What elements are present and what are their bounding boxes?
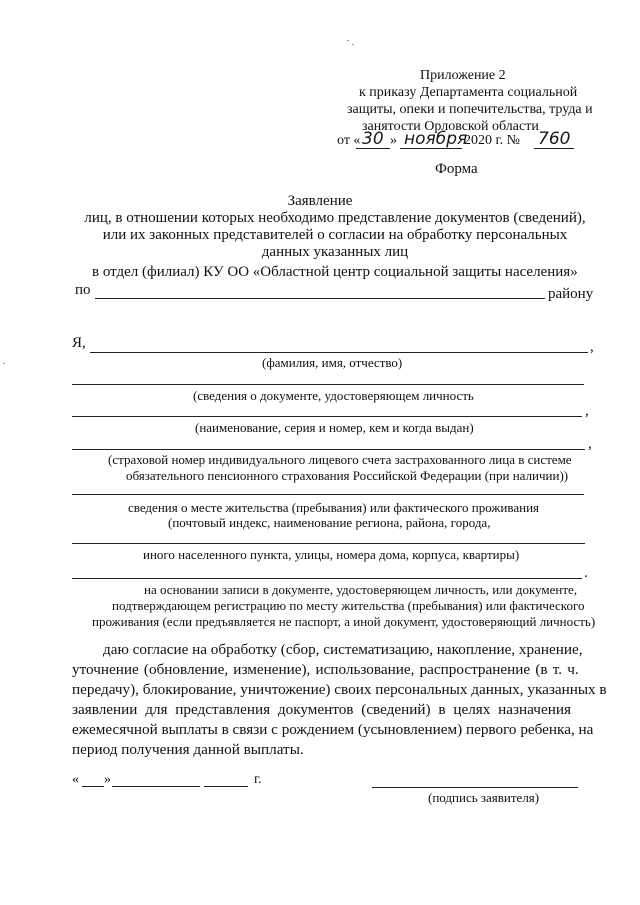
- doc-field[interactable]: [72, 384, 584, 385]
- form-label: Форма: [435, 161, 478, 177]
- title-line-3: данных указанных лиц: [261, 244, 409, 260]
- snils-comma: ,: [588, 436, 592, 452]
- order-number-underline: [534, 148, 574, 149]
- statement-title: Заявление: [287, 193, 353, 209]
- footer-year-suffix: г.: [254, 772, 262, 787]
- footer-day-field[interactable]: [82, 786, 104, 787]
- consent-line-5: ежемесячной выплаты в связи с рождением (усыновлением) первого ребенка, на: [72, 721, 594, 738]
- residence-caption-line-2: (почтовый индекс, наименование региона, района, города,: [168, 515, 491, 530]
- order-date-month: ноября: [404, 129, 468, 149]
- doc-details-field[interactable]: [72, 416, 582, 417]
- order-date-year: 2020 г. №: [464, 133, 521, 148]
- basis-caption-line-3: проживания (если предъявляется не паспорт, а иной документ, удостоверяющий личность): [92, 614, 596, 629]
- residence-field[interactable]: [72, 494, 584, 495]
- district-field[interactable]: [95, 298, 545, 299]
- doc-caption: (сведения о документе, удостоверяющем личность: [193, 388, 474, 403]
- appendix-title: Приложение 2: [420, 68, 506, 83]
- snils-field[interactable]: [72, 449, 585, 450]
- residence-caption-line-3: иного населенного пункта, улицы, номера дома, корпуса, квартиры): [143, 547, 520, 562]
- footer-year-field[interactable]: [204, 786, 248, 787]
- footer-date-open: «: [72, 772, 79, 787]
- footer-date-close: »: [104, 772, 111, 787]
- fio-comma: ,: [590, 339, 594, 355]
- order-date-prefix: от «: [337, 133, 361, 148]
- consent-line-1: даю согласие на обработку (сбор, систематизацию, накопление, хранение,: [103, 641, 583, 658]
- residence-caption-line-1: сведения о месте жительства (пребывания) или фактического проживания: [128, 500, 540, 515]
- doc-details-caption: (наименование, серия и номер, кем и когда выдан): [195, 420, 474, 435]
- order-month-underline: [400, 148, 462, 149]
- consent-line-2: уточнение (обновление, изменение), использование, распространение (в т. ч.: [72, 661, 579, 678]
- order-date-day: 30: [362, 129, 384, 149]
- footer-month-field[interactable]: [112, 786, 200, 787]
- header-line-2: защиты, опеки и попечительства, труда и: [347, 102, 593, 117]
- header-line-1: к приказу Департамента социальной: [359, 85, 578, 100]
- basis-caption-line-2: подтверждающем регистрацию по месту жительства (пребывания) или фактического: [112, 598, 585, 613]
- fio-field[interactable]: [90, 352, 588, 353]
- basis-period: .: [584, 565, 588, 581]
- consent-line-4: заявлении для представления документов (сведений) в целях назначения: [72, 701, 571, 718]
- consent-line-3: передачу), блокирование, уничтожение) своих персональных данных, указанных в: [72, 681, 607, 698]
- scan-speck: [347, 40, 349, 41]
- doc-details-comma: ,: [585, 403, 589, 419]
- title-line-1: лиц, в отношении которых необходимо представление документов (сведений),: [84, 210, 586, 226]
- scan-speck: [3, 363, 5, 364]
- district-prefix: по: [75, 282, 91, 298]
- order-day-underline: [356, 148, 390, 149]
- ya-label: Я,: [72, 335, 86, 351]
- title-line-2: или их законных представителей о согласии на обработку персональных: [102, 227, 568, 243]
- scan-speck: [352, 44, 354, 45]
- basis-caption-line-1: на основании записи в документе, удостоверяющем личность, или документе,: [144, 582, 578, 597]
- snils-caption-line-2: обязательного пенсионного страхования Российской Федерации (при наличии)): [126, 468, 569, 483]
- basis-field[interactable]: [72, 578, 582, 579]
- fio-caption: (фамилия, имя, отчество): [262, 355, 403, 370]
- snils-caption-line-1: (страховой номер индивидуального лицевого счета застрахованного лица в системе: [108, 452, 572, 467]
- consent-line-6: период получения данной выплаты.: [72, 741, 304, 758]
- signature-caption: (подпись заявителя): [428, 790, 540, 805]
- header-line-3: занятости Орловской области: [362, 119, 539, 134]
- signature-field[interactable]: [372, 787, 578, 788]
- address-field[interactable]: [72, 543, 585, 544]
- title-line-4: в отдел (филиал) КУ ОО «Областной центр социальной защиты населения»: [92, 264, 578, 280]
- order-date-mid: »: [390, 133, 397, 148]
- order-number: 760: [538, 129, 571, 149]
- district-suffix: району: [548, 286, 594, 302]
